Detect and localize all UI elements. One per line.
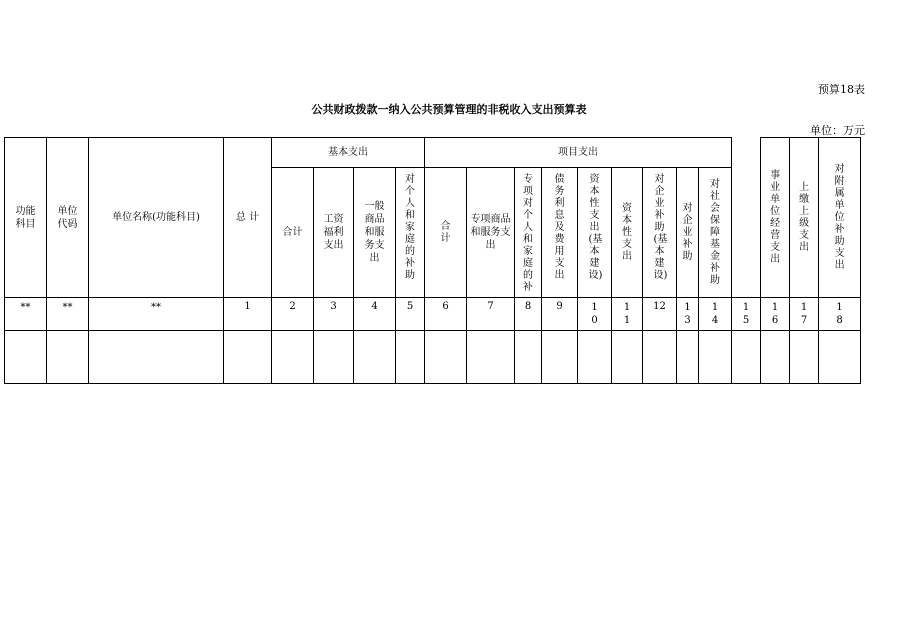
index-cell: 2 [272, 298, 314, 331]
header-proj-goods: 专项商品和服务支出 [467, 168, 515, 298]
data-cell [47, 331, 89, 384]
index-cell: 18 [819, 298, 861, 331]
header-unit-code: 单位代码 [47, 138, 89, 298]
header-capital-build: 资本性支出(基本建设) [578, 168, 612, 298]
header-social: 对社会保障基金补助 [699, 168, 732, 298]
index-cell: ** [47, 298, 89, 331]
budget-table [4, 137, 861, 384]
header-capital: 资本性支出 [612, 168, 643, 298]
unit-label: 单位：万元 [810, 124, 865, 137]
data-cell [467, 331, 515, 384]
header-wages: 工资福利支出 [314, 168, 354, 298]
index-cell: 4 [354, 298, 396, 331]
data-cell [819, 331, 861, 384]
header-project: 项目支出 [425, 138, 732, 168]
data-cell [314, 331, 354, 384]
header-proj-personal: 专项对个人和家庭的补 [515, 168, 542, 298]
header-upper: 上缴上级支出 [790, 138, 819, 298]
index-cell: ** [5, 298, 47, 331]
page-title: 公共财政拨款一纳入公共预算管理的非税收入支出预算表 [311, 103, 587, 116]
data-cell [425, 331, 467, 384]
header-debt: 债务利息及费用支出 [542, 168, 578, 298]
data-cell [578, 331, 612, 384]
index-cell: 11 [612, 298, 643, 331]
header-goods: 一般商品和服务支出 [354, 168, 396, 298]
index-cell: 3 [314, 298, 354, 331]
empty-data-row [5, 331, 861, 384]
data-cell [354, 331, 396, 384]
header-proj-sum: 合计 [425, 168, 467, 298]
index-cell: 8 [515, 298, 542, 331]
data-cell [542, 331, 578, 384]
index-cell: 16 [761, 298, 790, 331]
index-cell: 6 [425, 298, 467, 331]
data-cell [612, 331, 643, 384]
form-number: 预算18表 [818, 83, 865, 96]
index-cell: 5 [396, 298, 425, 331]
data-cell [643, 331, 677, 384]
index-cell: 14 [699, 298, 732, 331]
data-cell [272, 331, 314, 384]
header-personal: 对个人和家庭的补助 [396, 168, 425, 298]
header-affiliated: 对附属单位补助支出 [819, 138, 861, 298]
data-cell [396, 331, 425, 384]
data-cell [89, 331, 224, 384]
index-cell: 12 [643, 298, 677, 331]
index-cell: 15 [732, 298, 761, 331]
data-cell [761, 331, 790, 384]
header-business: 事业单位经营支出 [761, 138, 790, 298]
data-cell [677, 331, 699, 384]
header-func-subject: 功能科目 [5, 138, 47, 298]
data-cell [515, 331, 542, 384]
header-unit-name: 单位名称(功能科目) [89, 138, 224, 298]
header-basic-sum: 合计 [272, 168, 314, 298]
index-cell: 9 [542, 298, 578, 331]
index-cell: 13 [677, 298, 699, 331]
data-cell [699, 331, 732, 384]
index-cell: 10 [578, 298, 612, 331]
index-cell: ** [89, 298, 224, 331]
header-total: 总 计 [224, 138, 272, 298]
data-cell [224, 331, 272, 384]
header-enterprise-build: 对企业补助(基本建设) [643, 168, 677, 298]
index-cell: 7 [467, 298, 515, 331]
index-cell: 17 [790, 298, 819, 331]
data-cell [732, 331, 761, 384]
data-cell [5, 331, 47, 384]
index-cell: 1 [224, 298, 272, 331]
header-basic: 基本支出 [272, 138, 425, 168]
data-cell [790, 331, 819, 384]
header-enterprise: 对企业补助 [677, 168, 699, 298]
